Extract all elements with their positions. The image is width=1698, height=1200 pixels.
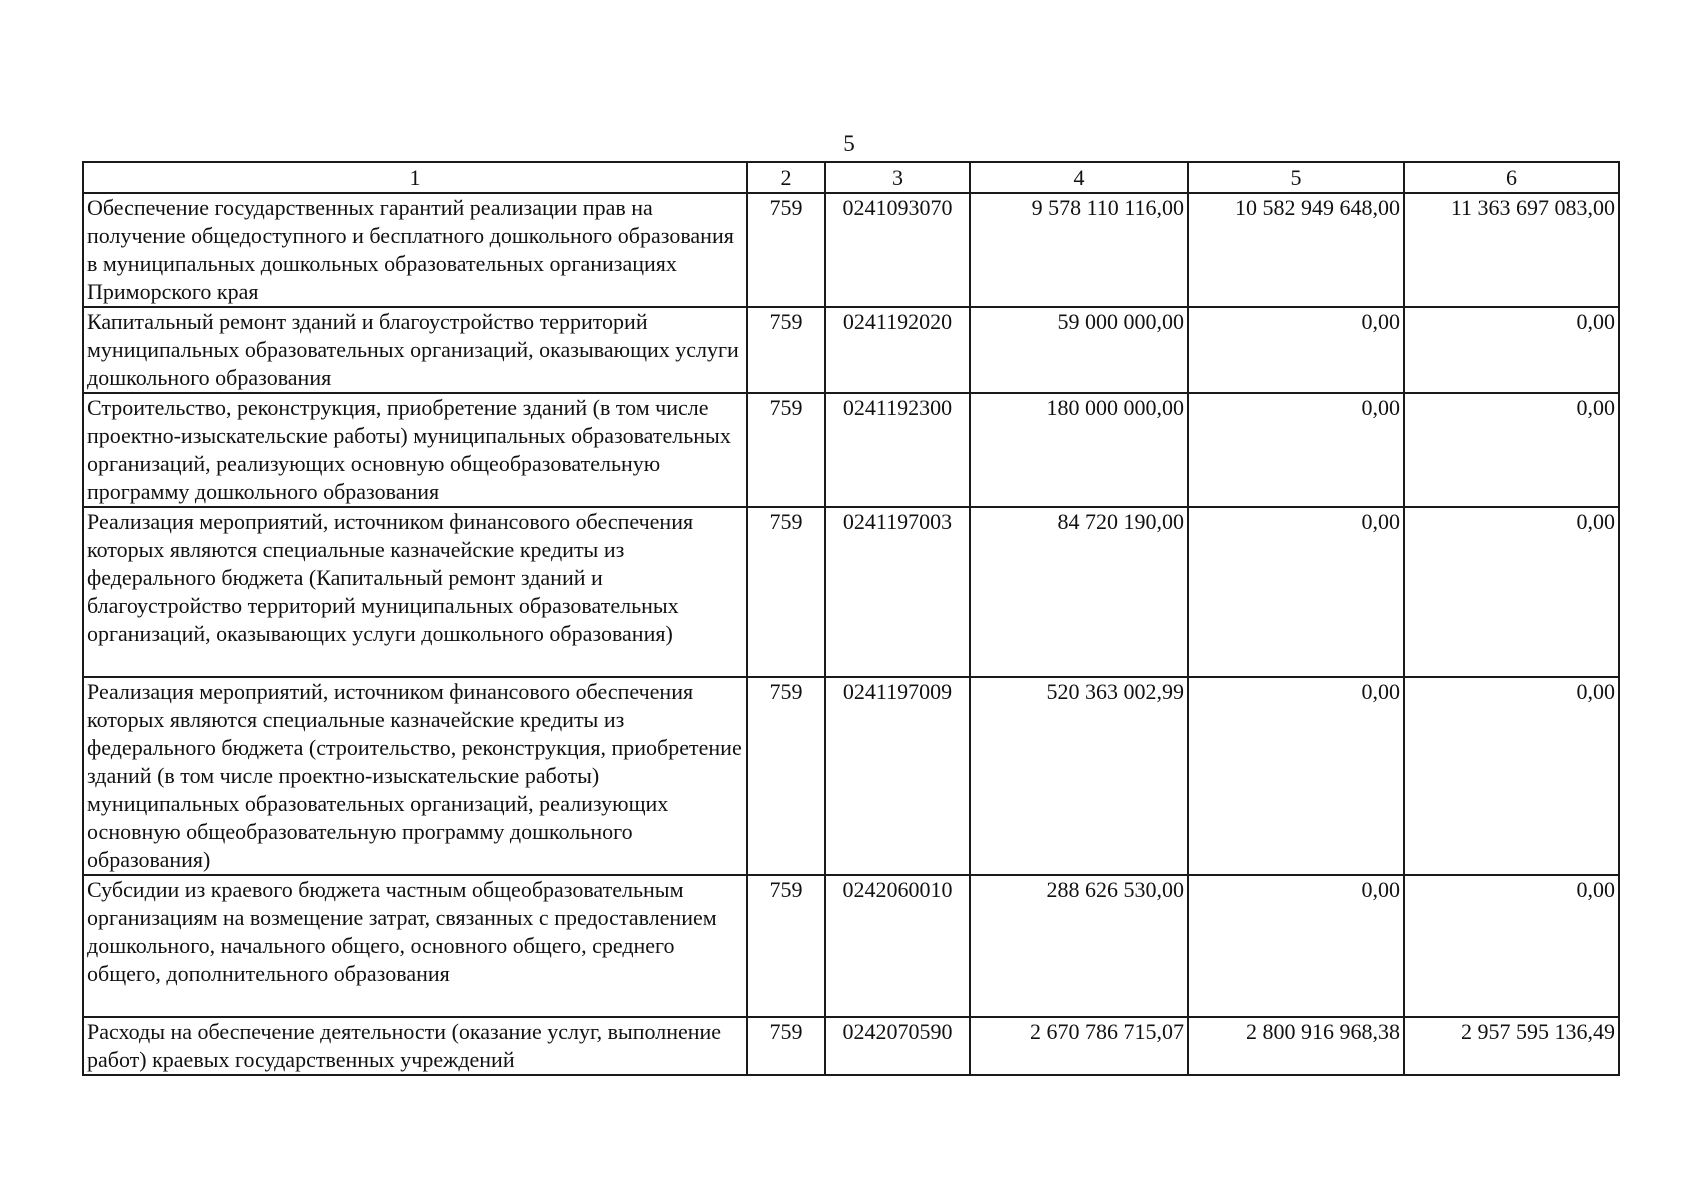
row-sum-year2: 10 582 949 648,00 <box>1188 193 1404 307</box>
row-name: Субсидии из краевого бюджета частным общеобразовательным организациям на возмещение затрат, связанных с предоставлением дошкольного, начального общего, основного общего, среднего общего, дополнительного образования <box>83 875 747 1017</box>
row-sum-year3: 0,00 <box>1404 393 1619 507</box>
row-sum-year2: 0,00 <box>1188 677 1404 875</box>
row-sum-year2: 0,00 <box>1188 307 1404 393</box>
table-row <box>83 507 1619 677</box>
row-sum-year1: 9 578 110 116,00 <box>970 193 1188 307</box>
row-sum-year2: 0,00 <box>1188 393 1404 507</box>
column-header-5: 5 <box>1188 162 1404 193</box>
row-sum-year1: 2 670 786 715,07 <box>970 1017 1188 1075</box>
budget-table <box>82 161 1620 1076</box>
row-sum-year3: 11 363 697 083,00 <box>1404 193 1619 307</box>
header-row <box>83 162 1619 193</box>
row-name: Обеспечение государственных гарантий реализации прав на получение общедоступного и бесплатного дошкольного образования в муниципальных дошкольных образовательных организациях Приморского края <box>83 193 747 307</box>
row-code: 759 <box>747 875 825 1017</box>
row-csr: 0242070590 <box>825 1017 970 1075</box>
row-code: 759 <box>747 677 825 875</box>
row-code: 759 <box>747 307 825 393</box>
row-name: Расходы на обеспечение деятельности (оказание услуг, выполнение работ) краевых государственных учреждений <box>83 1017 747 1075</box>
row-sum-year3: 0,00 <box>1404 875 1619 1017</box>
row-code: 759 <box>747 193 825 307</box>
row-sum-year1: 180 000 000,00 <box>970 393 1188 507</box>
column-header-3: 3 <box>825 162 970 193</box>
column-header-6: 6 <box>1404 162 1619 193</box>
row-code: 759 <box>747 507 825 677</box>
row-sum-year2: 0,00 <box>1188 875 1404 1017</box>
table-row <box>83 677 1619 875</box>
column-header-1: 1 <box>83 162 747 193</box>
row-csr: 0241192020 <box>825 307 970 393</box>
column-header-2: 2 <box>747 162 825 193</box>
row-name: Строительство, реконструкция, приобретение зданий (в том числе проектно-изыскательские работы) муниципальных образовательных организаций, реализующих основную общеобразовательную программу дошкольного образования <box>83 393 747 507</box>
table-row <box>83 307 1619 393</box>
column-header-4: 4 <box>970 162 1188 193</box>
row-name: Капитальный ремонт зданий и благоустройство территорий муниципальных образовательных организаций, оказывающих услуги дошкольного образования <box>83 307 747 393</box>
row-sum-year3: 0,00 <box>1404 507 1619 677</box>
row-sum-year1: 288 626 530,00 <box>970 875 1188 1017</box>
row-sum-year2: 2 800 916 968,38 <box>1188 1017 1404 1075</box>
row-sum-year3: 2 957 595 136,49 <box>1404 1017 1619 1075</box>
row-code: 759 <box>747 1017 825 1075</box>
row-csr: 0241197003 <box>825 507 970 677</box>
table-row <box>83 1017 1619 1075</box>
row-code: 759 <box>747 393 825 507</box>
row-sum-year1: 59 000 000,00 <box>970 307 1188 393</box>
row-csr: 0242060010 <box>825 875 970 1017</box>
table-row <box>83 875 1619 1017</box>
row-csr: 0241197009 <box>825 677 970 875</box>
row-csr: 0241192300 <box>825 393 970 507</box>
page-number: 5 <box>843 131 855 156</box>
row-sum-year1: 520 363 002,99 <box>970 677 1188 875</box>
row-sum-year3: 0,00 <box>1404 307 1619 393</box>
row-sum-year2: 0,00 <box>1188 507 1404 677</box>
row-sum-year1: 84 720 190,00 <box>970 507 1188 677</box>
row-sum-year3: 0,00 <box>1404 677 1619 875</box>
table-row <box>83 193 1619 307</box>
table-row <box>83 393 1619 507</box>
row-csr: 0241093070 <box>825 193 970 307</box>
row-name: Реализация мероприятий, источником финансового обеспечения которых являются специальные казначейские кредиты из федерального бюджета (строительство, реконструкция, приобретение зданий (в том числе проектно-изыскательские работы) муниципальных образовательных организаций, реализующих основную общеобразовательную программу дошкольного образования) <box>83 677 747 875</box>
row-name: Реализация мероприятий, источником финансового обеспечения которых являются специальные казначейские кредиты из федерального бюджета (Капитальный ремонт зданий и благоустройство территорий муниципальных образовательных организаций, оказывающих услуги дошкольного образования) <box>83 507 747 677</box>
